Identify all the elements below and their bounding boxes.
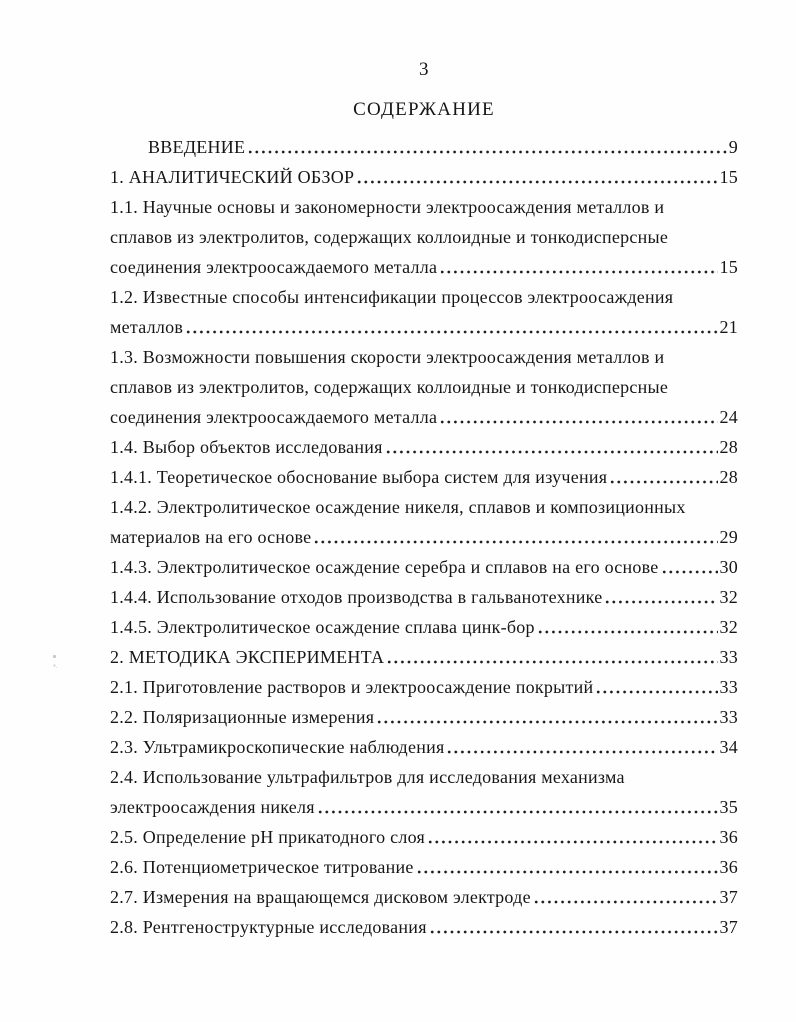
toc-entry-text: ВВЕДЕНИЕ [148,137,246,157]
toc-entry [110,310,738,340]
toc-entry-text: 2.7. Измерения на вращающемся дисковом электроде [110,887,531,907]
toc-entry-text: 1.3. Возможности повышения скорости электроосаждения металлов и [110,347,665,367]
toc-entry [110,790,738,820]
dot-leader [248,149,726,155]
dot-leader [387,659,717,665]
toc-entry [110,190,738,220]
toc-entry [110,220,738,250]
toc-entry-page: 28 [719,437,738,457]
toc-entry [110,580,738,610]
toc-entry-page: 9 [728,137,738,157]
dot-leader [662,569,718,575]
toc-entry-page: 36 [719,827,738,847]
toc-entry [110,430,738,460]
toc-entry-text: 1.2. Известные способы интенсификации процессов электроосаждения [110,287,674,307]
toc-entry [110,850,738,880]
toc-entry-text: 1.4.5. Электролитическое осаждение сплава цинк-бор [110,617,535,637]
toc-entry-text: металлов [110,317,184,337]
toc-entry [110,820,738,850]
dot-leader [430,929,718,935]
dot-leader [417,869,718,875]
dot-leader [447,749,717,755]
toc-entry-text: 1.4.3. Электролитическое осаждение серебра и сплавов на его основе [110,557,659,577]
toc-entry-page: 32 [719,617,738,637]
toc-entry-text: 2.5. Определение pH прикатодного слоя [110,827,426,847]
toc-entry-text: 2.8. Рентгеноструктурные исследования [110,917,427,937]
toc-entry-page: 36 [719,857,738,877]
dot-leader [534,899,718,905]
toc-entry-text: соединения электроосаждаемого металла [110,257,438,277]
toc-entry [110,490,738,520]
toc-entry-page: 15 [719,167,738,187]
toc-entry-page: 15 [719,257,738,277]
toc-entry-text: сплавов из электролитов, содержащих коллоидные и тонкодисперсные [110,377,669,397]
toc-entry [110,400,738,430]
toc-entry [110,460,738,490]
toc-entry [110,700,738,730]
table-of-contents [110,130,738,940]
toc-entry [110,520,738,550]
toc-entry [110,370,738,400]
toc-entry-text: 2.3. Ультрамикроскопические наблюдения [110,737,445,757]
toc-entry-text: 1.4.2. Электролитическое осаждение никеля, сплавов и композиционных [110,497,686,517]
dot-leader [428,839,717,845]
toc-entry-text: соединения электроосаждаемого металла [110,407,438,427]
toc-entry-text: электроосаждения никеля [110,797,315,817]
toc-entry-text: 1.4.4. Использование отходов производства в гальванотехнике [110,587,603,607]
toc-entry-page: 37 [719,917,738,937]
dot-leader [440,269,717,275]
page-title: СОДЕРЖАНИЕ [353,99,495,120]
toc-entry-text: 2.1. Приготовление растворов и электроосаждение покрытий [110,677,594,697]
toc-entry-page: 21 [719,317,738,337]
toc-entry-page: 34 [719,737,738,757]
toc-entry [110,730,738,760]
toc-entry-page: 33 [719,707,738,727]
dot-leader [186,329,717,335]
dot-leader [386,449,718,455]
toc-entry-page: 29 [719,527,738,547]
toc-entry [110,880,738,910]
toc-entry-page: 28 [719,467,738,487]
toc-entry [110,910,738,940]
toc-entry-text: материалов на его основе [110,527,312,547]
toc-entry-text: 2. МЕТОДИКА ЭКСПЕРИМЕНТА [110,647,385,667]
dot-leader [377,719,717,725]
toc-entry-page: 32 [719,587,738,607]
toc-entry-page: 33 [719,647,738,667]
toc-entry-text: 1.4.1. Теоретическое обоснование выбора систем для изучения [110,467,608,487]
dot-leader [357,179,717,185]
page-number: 3 [419,59,429,80]
toc-entry [110,760,738,790]
toc-entry-text: 2.4. Использование ультрафильтров для исследования механизма [110,767,625,787]
dot-leader [596,689,717,695]
toc-entry-page: 24 [719,407,738,427]
dot-leader [610,479,717,485]
dot-leader [318,809,718,815]
toc-entry [110,670,738,700]
toc-entry-text: 2.6. Потенциометрическое титрование [110,857,414,877]
scan-artifact [53,655,56,658]
toc-entry [110,160,738,190]
toc-entry [110,640,738,670]
dot-leader [605,599,717,605]
toc-entry-page: 37 [719,887,738,907]
dot-leader [314,539,717,545]
toc-entry-page: 35 [719,797,738,817]
toc-entry [110,250,738,280]
dot-leader [538,629,718,635]
dot-leader [440,419,717,425]
toc-entry [110,280,738,310]
toc-entry-text: 2.2. Поляризационные измерения [110,707,375,727]
toc-entry [110,550,738,580]
toc-entry [110,610,738,640]
toc-entry-text: сплавов из электролитов, содержащих коллоидные и тонкодисперсные [110,227,669,247]
toc-entry-text: 1.4. Выбор объектов исследования [110,437,383,457]
toc-entry [110,340,738,370]
toc-entry-text: 1. АНАЛИТИЧЕСКИЙ ОБЗОР [110,167,355,187]
toc-entry [110,130,738,160]
toc-entry-page: 30 [719,557,738,577]
toc-entry-page: 33 [719,677,738,697]
toc-entry-text: 1.1. Научные основы и закономерности электроосаждения металлов и [110,197,665,217]
